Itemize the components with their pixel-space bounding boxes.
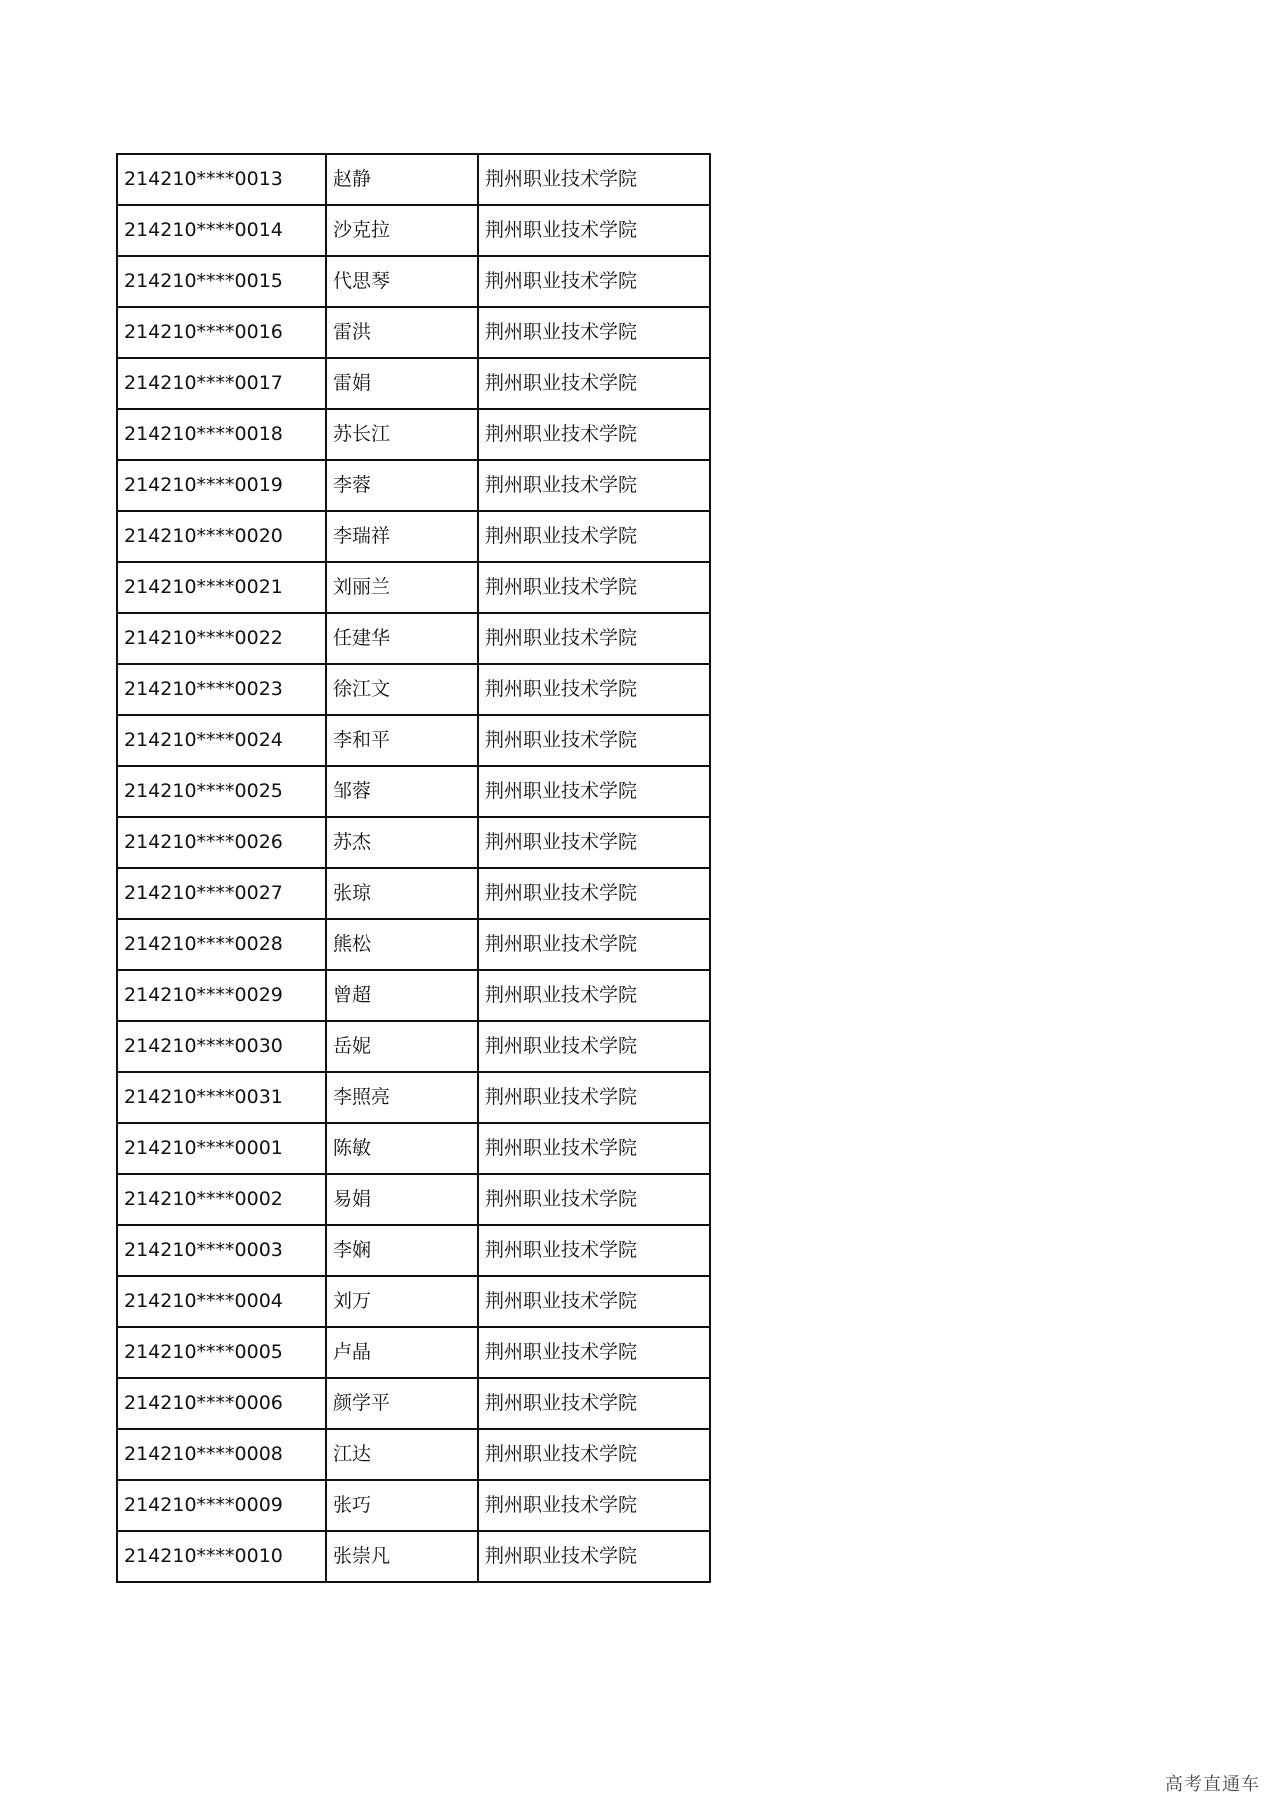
school-cell: 荆州职业技术学院 xyxy=(478,562,710,613)
candidate-id-cell: 214210****0029 xyxy=(117,970,326,1021)
candidate-id-cell: 214210****0031 xyxy=(117,1072,326,1123)
table-row xyxy=(117,919,710,970)
candidate-name-cell: 苏长江 xyxy=(326,409,478,460)
school-cell: 荆州职业技术学院 xyxy=(478,1327,710,1378)
candidate-id-cell: 214210****0016 xyxy=(117,307,326,358)
candidate-name-cell: 刘丽兰 xyxy=(326,562,478,613)
candidate-id-cell: 214210****0027 xyxy=(117,868,326,919)
table-row xyxy=(117,970,710,1021)
candidate-id-cell: 214210****0025 xyxy=(117,766,326,817)
candidate-name-cell: 赵静 xyxy=(326,154,478,205)
school-cell: 荆州职业技术学院 xyxy=(478,970,710,1021)
candidate-id-cell: 214210****0024 xyxy=(117,715,326,766)
school-cell: 荆州职业技术学院 xyxy=(478,307,710,358)
table-row xyxy=(117,664,710,715)
candidate-id-cell: 214210****0028 xyxy=(117,919,326,970)
candidate-name-cell: 雷洪 xyxy=(326,307,478,358)
candidate-name-cell: 刘万 xyxy=(326,1276,478,1327)
candidate-name-cell: 李娴 xyxy=(326,1225,478,1276)
school-cell: 荆州职业技术学院 xyxy=(478,358,710,409)
school-cell: 荆州职业技术学院 xyxy=(478,715,710,766)
school-cell: 荆州职业技术学院 xyxy=(478,205,710,256)
table-row xyxy=(117,1021,710,1072)
school-cell: 荆州职业技术学院 xyxy=(478,409,710,460)
candidate-id-cell: 214210****0026 xyxy=(117,817,326,868)
school-cell: 荆州职业技术学院 xyxy=(478,1072,710,1123)
candidate-id-cell: 214210****0014 xyxy=(117,205,326,256)
school-cell: 荆州职业技术学院 xyxy=(478,817,710,868)
table-row xyxy=(117,1327,710,1378)
table-row xyxy=(117,613,710,664)
candidate-id-cell: 214210****0009 xyxy=(117,1480,326,1531)
table-row xyxy=(117,817,710,868)
candidate-id-cell: 214210****0020 xyxy=(117,511,326,562)
candidate-id-cell: 214210****0004 xyxy=(117,1276,326,1327)
candidate-name-cell: 易娟 xyxy=(326,1174,478,1225)
candidate-id-cell: 214210****0023 xyxy=(117,664,326,715)
candidate-id-cell: 214210****0002 xyxy=(117,1174,326,1225)
table-row xyxy=(117,1123,710,1174)
candidate-id-cell: 214210****0019 xyxy=(117,460,326,511)
school-cell: 荆州职业技术学院 xyxy=(478,460,710,511)
table-row xyxy=(117,307,710,358)
school-cell: 荆州职业技术学院 xyxy=(478,511,710,562)
school-cell: 荆州职业技术学院 xyxy=(478,1123,710,1174)
table-row xyxy=(117,256,710,307)
table-row xyxy=(117,1225,710,1276)
candidate-name-cell: 颜学平 xyxy=(326,1378,478,1429)
candidate-name-cell: 李和平 xyxy=(326,715,478,766)
candidate-name-cell: 雷娟 xyxy=(326,358,478,409)
candidate-name-cell: 张崇凡 xyxy=(326,1531,478,1582)
table-row xyxy=(117,1378,710,1429)
table-row xyxy=(117,511,710,562)
candidate-name-cell: 沙克拉 xyxy=(326,205,478,256)
watermark: 高考直通车 xyxy=(1165,1774,1260,1795)
candidate-id-cell: 214210****0017 xyxy=(117,358,326,409)
candidate-name-cell: 李照亮 xyxy=(326,1072,478,1123)
candidate-name-cell: 岳妮 xyxy=(326,1021,478,1072)
table-row xyxy=(117,766,710,817)
school-cell: 荆州职业技术学院 xyxy=(478,256,710,307)
candidate-name-cell: 邹蓉 xyxy=(326,766,478,817)
candidate-name-cell: 卢晶 xyxy=(326,1327,478,1378)
school-cell: 荆州职业技术学院 xyxy=(478,1480,710,1531)
table-row xyxy=(117,715,710,766)
candidate-name-cell: 苏杰 xyxy=(326,817,478,868)
table-row xyxy=(117,1429,710,1480)
candidate-id-cell: 214210****0013 xyxy=(117,154,326,205)
candidate-id-cell: 214210****0015 xyxy=(117,256,326,307)
candidate-id-cell: 214210****0030 xyxy=(117,1021,326,1072)
table-row xyxy=(117,358,710,409)
candidate-id-cell: 214210****0010 xyxy=(117,1531,326,1582)
school-cell: 荆州职业技术学院 xyxy=(478,868,710,919)
candidate-name-cell: 张琼 xyxy=(326,868,478,919)
candidate-name-cell: 李蓉 xyxy=(326,460,478,511)
table-row xyxy=(117,562,710,613)
candidate-name-cell: 曾超 xyxy=(326,970,478,1021)
school-cell: 荆州职业技术学院 xyxy=(478,1225,710,1276)
table-row xyxy=(117,205,710,256)
candidate-name-cell: 熊松 xyxy=(326,919,478,970)
school-cell: 荆州职业技术学院 xyxy=(478,919,710,970)
table-body xyxy=(117,154,710,1582)
candidate-name-cell: 李瑞祥 xyxy=(326,511,478,562)
candidate-name-cell: 陈敏 xyxy=(326,1123,478,1174)
school-cell: 荆州职业技术学院 xyxy=(478,1531,710,1582)
candidate-id-cell: 214210****0008 xyxy=(117,1429,326,1480)
table-row xyxy=(117,1531,710,1582)
school-cell: 荆州职业技术学院 xyxy=(478,1276,710,1327)
candidate-id-cell: 214210****0006 xyxy=(117,1378,326,1429)
candidate-id-cell: 214210****0018 xyxy=(117,409,326,460)
school-cell: 荆州职业技术学院 xyxy=(478,1021,710,1072)
school-cell: 荆州职业技术学院 xyxy=(478,1174,710,1225)
candidate-id-cell: 214210****0003 xyxy=(117,1225,326,1276)
candidate-id-cell: 214210****0001 xyxy=(117,1123,326,1174)
table-row xyxy=(117,1174,710,1225)
candidate-table xyxy=(116,153,711,1583)
table-row xyxy=(117,868,710,919)
candidate-id-cell: 214210****0021 xyxy=(117,562,326,613)
school-cell: 荆州职业技术学院 xyxy=(478,766,710,817)
table-row xyxy=(117,409,710,460)
school-cell: 荆州职业技术学院 xyxy=(478,1429,710,1480)
table-row xyxy=(117,154,710,205)
table-row xyxy=(117,1072,710,1123)
candidate-name-cell: 徐江文 xyxy=(326,664,478,715)
candidate-name-cell: 代思琴 xyxy=(326,256,478,307)
school-cell: 荆州职业技术学院 xyxy=(478,1378,710,1429)
candidate-name-cell: 张巧 xyxy=(326,1480,478,1531)
candidate-name-cell: 江达 xyxy=(326,1429,478,1480)
table-row xyxy=(117,460,710,511)
school-cell: 荆州职业技术学院 xyxy=(478,613,710,664)
school-cell: 荆州职业技术学院 xyxy=(478,664,710,715)
school-cell: 荆州职业技术学院 xyxy=(478,154,710,205)
candidate-id-cell: 214210****0005 xyxy=(117,1327,326,1378)
table-row xyxy=(117,1276,710,1327)
candidate-name-cell: 任建华 xyxy=(326,613,478,664)
table-row xyxy=(117,1480,710,1531)
candidate-id-cell: 214210****0022 xyxy=(117,613,326,664)
